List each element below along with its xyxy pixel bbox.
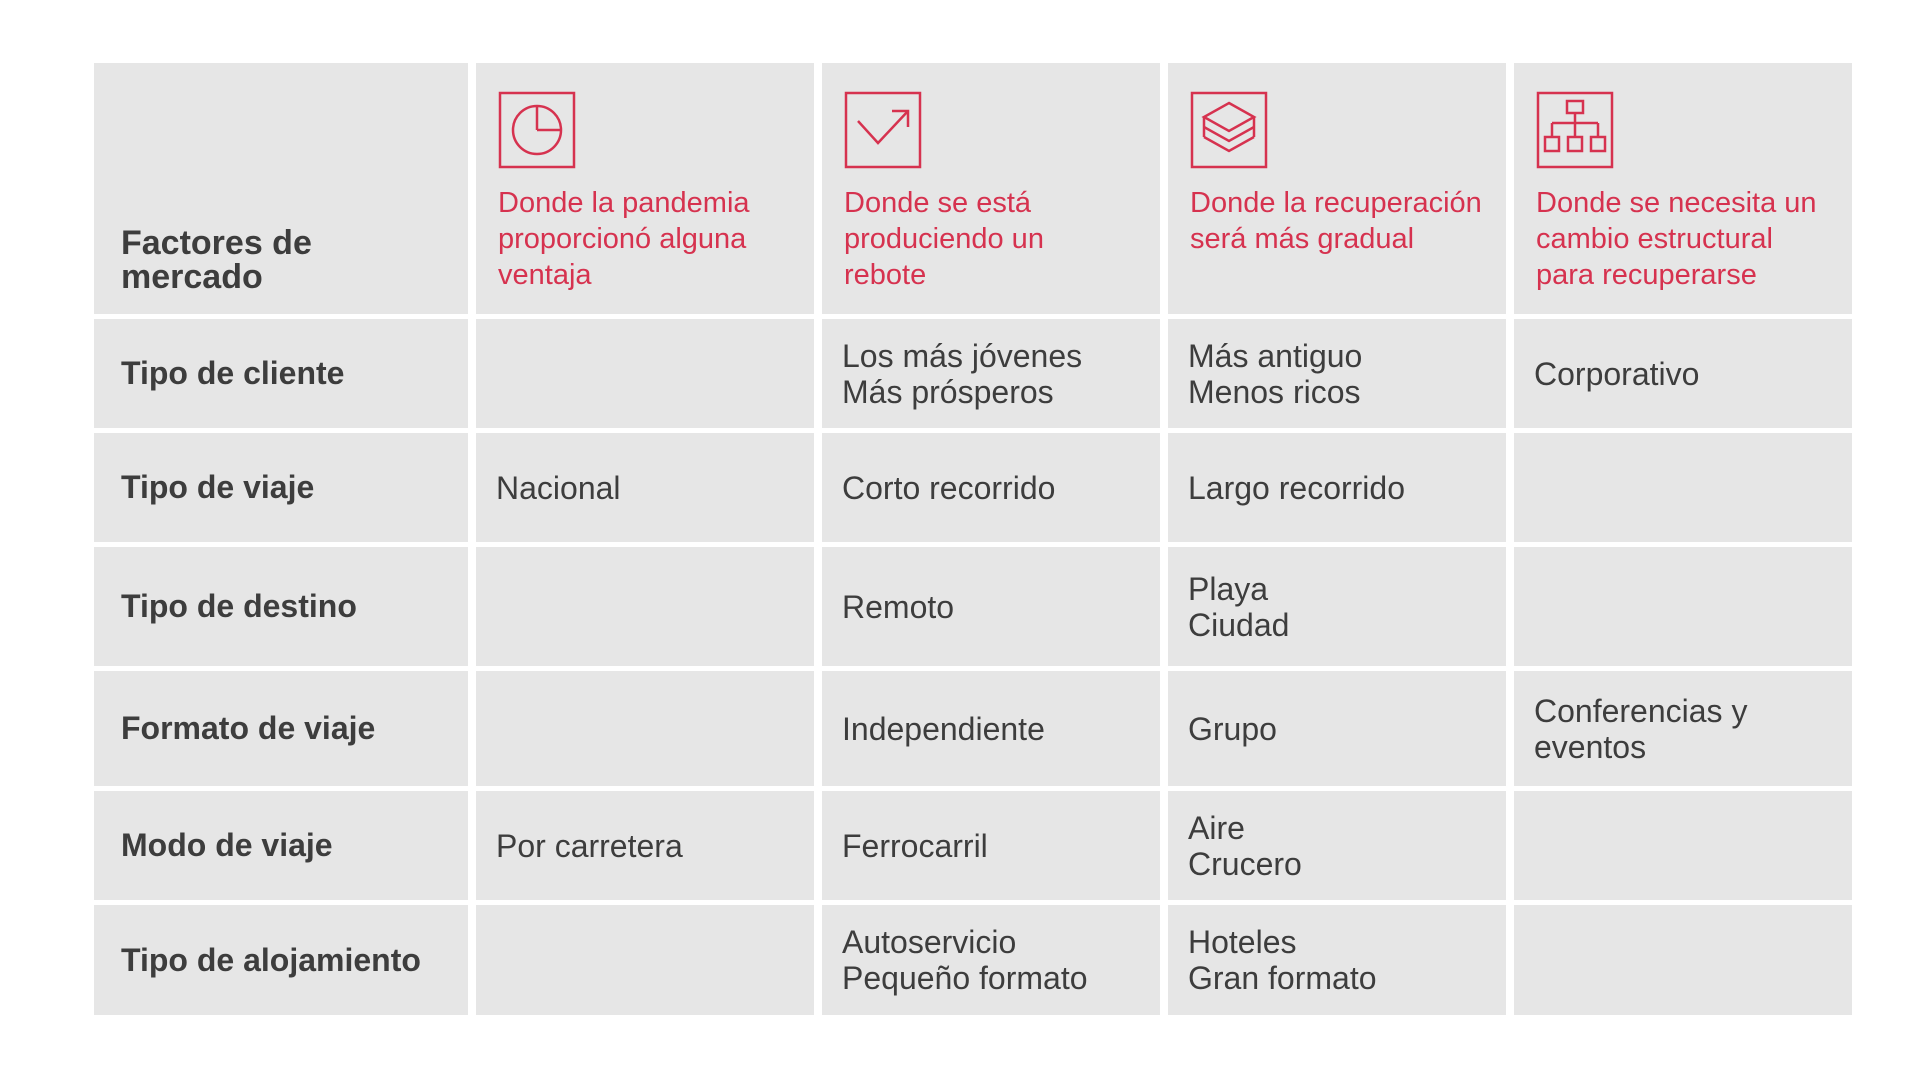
cell-text: Corto recorrido [842,469,1056,506]
column-header-label: Donde se está produciendo un rebote [844,187,1044,291]
column-header-label: Donde se necesita un cambio estructural para recuperarse [1536,187,1817,291]
table-cell [1168,791,1506,900]
cell-text: Más antiguo Menos ricos [1188,337,1363,410]
layers-icon [1190,91,1268,169]
cell-text: Remoto [842,588,955,625]
table-cell [822,905,1160,1015]
row-label-tipo-de-viaje [94,433,468,542]
row-label-modo-de-viaje [94,791,468,900]
table-cell [1514,791,1852,900]
column-header-label: Donde la recuperación será más gradual [1190,187,1482,255]
cell-text: Ferrocarril [842,827,988,864]
cell-text: Los más jóvenes Más prósperos [842,337,1083,410]
row-label-text: Tipo de alojamiento [121,941,421,978]
row-label-tipo-de-alojamiento [94,905,468,1015]
table-cell [822,547,1160,666]
column-header-label: Donde la pandemia proporcionó alguna ventaja [498,187,750,291]
row-label-text: Tipo de destino [121,588,357,624]
table-cell [476,671,814,786]
table-cell [822,791,1160,900]
corner-header-cell [94,63,468,314]
cell-text: Grupo [1188,710,1277,747]
row-label-formato-de-viaje [94,671,468,786]
row-label-text: Tipo de cliente [121,355,345,391]
cell-text: Autoservicio Pequeño formato [842,924,1088,996]
table-cell [1168,905,1506,1015]
corner-title: Factores de mercado [121,224,312,296]
table-cell [476,433,814,542]
row-label-text: Formato de viaje [121,710,376,746]
row-label-tipo-de-cliente [94,319,468,428]
org-chart-icon [1536,91,1614,169]
table-cell [1168,671,1506,786]
cell-text: Conferencias y eventos [1534,692,1748,765]
table-cell [1514,905,1852,1015]
table-cell [1514,547,1852,666]
table-cell [822,319,1160,428]
cell-text: Nacional [496,469,621,506]
table-cell [822,671,1160,786]
cell-text: Largo recorrido [1188,469,1405,506]
table-cell [1514,319,1852,428]
table-cell [1168,319,1506,428]
row-label-text: Modo de viaje [121,827,333,863]
table-cell [1168,433,1506,542]
cell-text: Aire Crucero [1188,809,1302,882]
cell-text: Por carretera [496,827,683,864]
table-cell [476,905,814,1015]
market-factors-table [94,63,1852,1015]
cell-text: Corporativo [1534,355,1700,392]
table-cell [1514,671,1852,786]
row-label-tipo-de-destino [94,547,468,666]
column-header-gradual [1168,63,1506,314]
rebound-arrow-icon [844,91,922,169]
row-label-text: Tipo de viaje [121,469,315,505]
table-cell [476,547,814,666]
table-cell [476,791,814,900]
cell-text: Independiente [842,710,1045,747]
column-header-advantage [476,63,814,314]
table-cell [1514,433,1852,542]
cell-text: Hoteles Gran formato [1188,924,1377,996]
table-cell [822,433,1160,542]
cell-text: Playa Ciudad [1188,570,1290,643]
pie-chart-icon [498,91,576,169]
column-header-rebound [822,63,1160,314]
table-cell [476,319,814,428]
column-header-structural [1514,63,1852,314]
table-cell [1168,547,1506,666]
